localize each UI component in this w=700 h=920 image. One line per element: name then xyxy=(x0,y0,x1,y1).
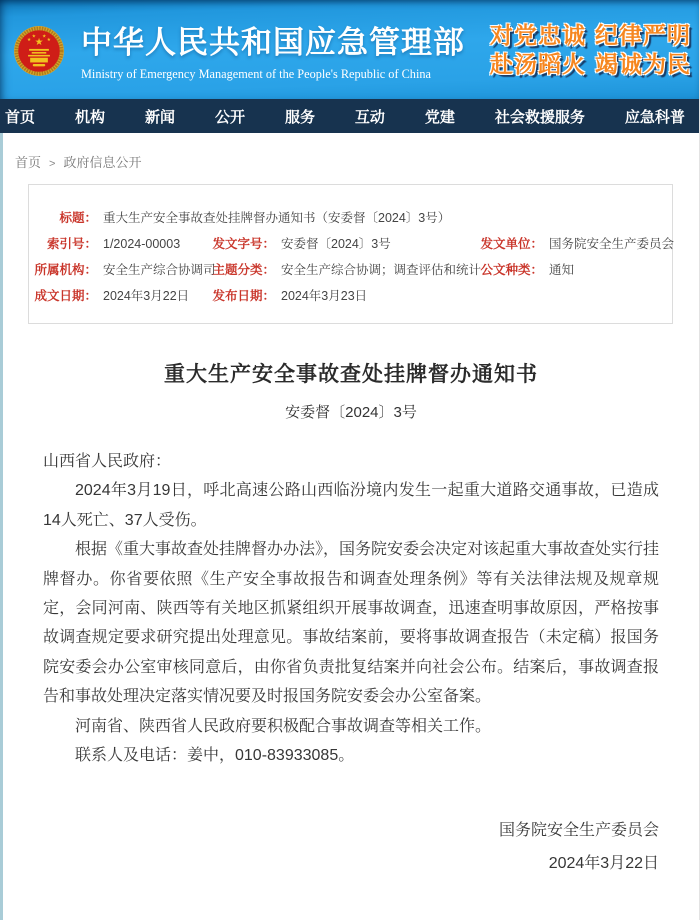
svg-text:★: ★ xyxy=(31,32,36,38)
paragraph-3: 河南省、陕西省人民政府要积极配合事故调查等相关工作。 xyxy=(75,717,492,735)
national-emblem-icon xyxy=(13,25,65,77)
ministry-title-cn: 中华人民共和国应急管理部 xyxy=(81,25,465,60)
header-brand xyxy=(81,17,465,82)
nav-item-organization[interactable]: 机构 xyxy=(74,108,105,126)
meta-written-date-label: 成文日期： xyxy=(34,289,97,303)
meta-index-value: 1/2024-00003 xyxy=(103,237,181,251)
nav-item-emergency-science[interactable]: 应急科普 xyxy=(624,108,685,126)
meta-title-label: 标题： xyxy=(59,211,97,225)
meta-empty-value xyxy=(543,283,674,309)
nav-item-social-rescue[interactable]: 社会救援服务 xyxy=(494,108,585,126)
meta-docnum-label: 发文字号： xyxy=(212,237,275,251)
signature-block xyxy=(3,814,699,880)
document-body xyxy=(43,447,659,770)
header-banner xyxy=(0,0,699,99)
breadcrumb-separator: > xyxy=(49,158,56,170)
document-title: 重大生产安全事故查处挂牌督办通知书 xyxy=(164,363,538,386)
meta-issuer-label: 发文单位： xyxy=(480,237,543,251)
slogan-line-2: 赴汤蹈火 竭诚为民 xyxy=(489,50,691,78)
meta-issuer-value: 国务院安全生产委员会 xyxy=(549,237,675,251)
main-nav xyxy=(0,99,699,133)
meta-index-label: 索引号： xyxy=(46,237,97,251)
nav-item-services[interactable]: 服务 xyxy=(284,108,315,126)
meta-department-label: 所属机构： xyxy=(34,263,97,277)
nav-item-home[interactable]: 首页 xyxy=(5,108,36,126)
breadcrumb-current-link[interactable]: 政府信息公开 xyxy=(63,155,142,170)
ministry-title-en: Ministry of Emergency Management of the People's Republic of China xyxy=(81,67,431,81)
nav-item-news[interactable]: 新闻 xyxy=(144,108,175,126)
paragraph-1: 2024年3月19日，呼北高速公路山西临汾境内发生一起重大道路交通事故，已造成14人死亡、37人受伤。 xyxy=(43,482,659,529)
meta-department-value: 安全生产综合协调司 xyxy=(103,263,216,277)
meta-empty-label xyxy=(477,283,543,309)
document-meta-grid xyxy=(29,205,675,309)
slogan-line-1: 对党忠诚 纪律严明 xyxy=(489,21,691,49)
breadcrumb xyxy=(3,133,699,171)
svg-text:★: ★ xyxy=(34,36,44,48)
paragraph-4: 联系人及电话：姜中，010-83933085。 xyxy=(75,747,355,765)
meta-docnum-value: 安委督〔2024〕3号 xyxy=(281,237,391,251)
salutation: 山西省人民政府： xyxy=(43,453,172,470)
nav-item-party-building[interactable]: 党建 xyxy=(424,108,455,126)
meta-category-value: 安全生产综合协调；调查评估和统计 xyxy=(281,263,482,277)
meta-publish-date-label: 发布日期： xyxy=(212,289,275,303)
signature-date: 2024年3月22日 xyxy=(548,855,659,873)
meta-publish-date-value: 2024年3月23日 xyxy=(281,289,368,303)
nav-item-disclosure[interactable]: 公开 xyxy=(214,108,245,126)
meta-doctype-value: 通知 xyxy=(549,263,575,277)
nav-item-interaction[interactable]: 互动 xyxy=(354,108,385,126)
document-meta-box xyxy=(28,184,673,324)
breadcrumb-home-link[interactable]: 首页 xyxy=(15,155,42,170)
meta-doctype-label: 公文种类： xyxy=(480,263,543,277)
svg-text:★: ★ xyxy=(42,32,47,38)
content-area xyxy=(0,133,699,920)
meta-category-label: 主题分类： xyxy=(212,263,275,277)
paragraph-2: 根据《重大事故查处挂牌督办办法》，国务院安委会决定对该起重大事故查处实行挂牌督办。你省要依照《生产安全事故报告和调查处理条例》等有关法律法规及规章规定，会同河南、陕西等有关地区抓紧组织开展事故调查，迅速查明事故原因，严格按事故调查规定要求研究提出处理意见。事故结案前，要将事故调查报告（未定稿）报国务院安委会办公室审核同意后，由你省负责批复结案并向社会公布。结案后，事故调查报告和事故处理决定落实情况要及时报国务院安委会办公室备案。 xyxy=(43,541,660,706)
svg-text:★: ★ xyxy=(27,36,32,42)
header-slogan xyxy=(490,21,691,79)
signature-org: 国务院安全生产委员会 xyxy=(498,822,659,840)
document-number: 安委督〔2024〕3号 xyxy=(285,404,417,421)
meta-written-date-value: 2024年3月22日 xyxy=(103,289,190,303)
meta-title-value: 重大生产安全事故查处挂牌督办通知书（安委督〔2024〕3号） xyxy=(103,211,451,225)
svg-text:★: ★ xyxy=(46,36,51,42)
